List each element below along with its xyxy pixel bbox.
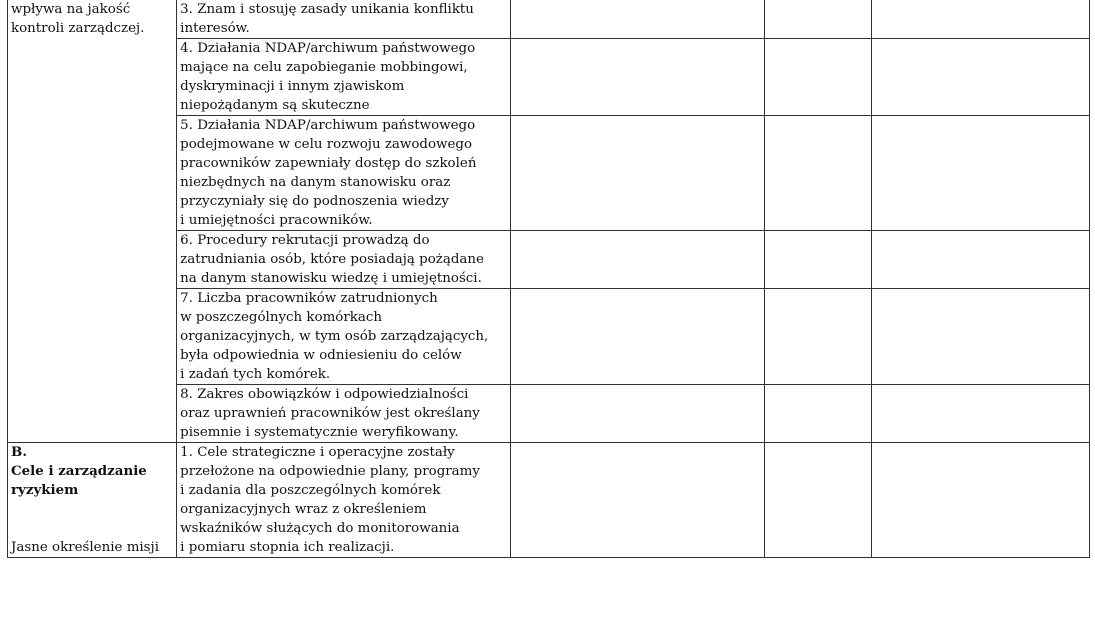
answer-cell[interactable] [871,385,1089,443]
section-b-label-cell [8,443,177,558]
criterion-line: niepożądanym są skuteczne [180,98,370,113]
criterion-line: zatrudniania osób, które posiadają pożądane [180,252,484,267]
answer-cell[interactable] [871,0,1089,39]
answer-cell[interactable] [764,443,871,558]
answer-cell[interactable] [511,116,764,231]
spacer [11,500,173,538]
answer-cell[interactable] [511,443,764,558]
criterion-line: 5. Działania NDAP/archiwum państwowego [180,118,476,133]
criterion-cell [177,39,511,116]
criterion-line: przyczyniały się do podnoszenia wiedzy [180,194,449,209]
criterion-line: pisemnie i systematycznie weryfikowany. [180,425,459,440]
criterion-cell [177,385,511,443]
answer-cell[interactable] [871,116,1089,231]
criterion-line: pracowników zapewniały dostęp do szkoleń [180,156,477,171]
criterion-cell [177,289,511,385]
criterion-line: na danym stanowisku wiedzę i umiejętności. [180,271,482,286]
criterion-cell [177,443,511,558]
criterion-cell [177,0,511,39]
answer-cell[interactable] [764,116,871,231]
section-b-subtitle: Jasne określenie misji [11,540,159,555]
section-a-label-cell [8,0,177,443]
criterion-line: oraz uprawnień pracowników jest określany [180,406,480,421]
assessment-table [7,0,1090,558]
answer-cell[interactable] [871,231,1089,289]
criterion-line: podejmowane w celu rozwoju zawodowego [180,137,473,152]
criterion-line: i pomiaru stopnia ich realizacji. [180,540,395,555]
section-b-title-line: ryzykiem [11,482,79,498]
criterion-line: i zadania dla poszczególnych komórek [180,483,441,498]
section-b-title-line: Cele i zarządzanie [11,463,147,479]
section-b-letter: B. [11,444,27,460]
answer-cell[interactable] [764,0,871,39]
answer-cell[interactable] [511,0,764,39]
criterion-line: w poszczególnych komórkach [180,310,382,325]
answer-cell[interactable] [764,231,871,289]
section-a-line: kontroli zarządczej. [11,21,145,36]
answer-cell[interactable] [871,443,1089,558]
criterion-line: niezbędnych na danym stanowisku oraz [180,175,451,190]
criterion-line: i zadań tych komórek. [180,367,331,382]
criterion-line: organizacyjnych, w tym osób zarządzających, [180,329,489,344]
answer-cell[interactable] [511,231,764,289]
criterion-line: wskaźników służących do monitorowania [180,521,460,536]
criterion-cell [177,116,511,231]
criterion-line: interesów. [180,21,250,36]
answer-cell[interactable] [511,39,764,116]
criterion-line: 1. Cele strategiczne i operacyjne zostały [180,445,455,460]
table-row [8,0,1090,39]
answer-cell[interactable] [764,385,871,443]
criterion-line: przełożone na odpowiednie plany, programy [180,464,480,479]
criterion-line: 7. Liczba pracowników zatrudnionych [180,291,438,306]
answer-cell[interactable] [511,385,764,443]
answer-cell[interactable] [764,289,871,385]
criterion-line: organizacyjnych wraz z określeniem [180,502,427,517]
criterion-line: była odpowiednia w odniesieniu do celów [180,348,462,363]
section-a-line: wpływa na jakość [11,2,131,17]
criterion-line: i umiejętności pracowników. [180,213,373,228]
criterion-cell [177,231,511,289]
answer-cell[interactable] [871,289,1089,385]
criterion-line: 8. Zakres obowiązków i odpowiedzialności [180,387,469,402]
criterion-line: 4. Działania NDAP/archiwum państwowego [180,41,476,56]
criterion-line: mające na celu zapobieganie mobbingowi, [180,60,468,75]
table-row [8,443,1090,558]
criterion-line: dyskryminacji i innym zjawiskom [180,79,405,94]
answer-cell[interactable] [511,289,764,385]
answer-cell[interactable] [764,39,871,116]
answer-cell[interactable] [871,39,1089,116]
criterion-line: 6. Procedury rekrutacji prowadzą do [180,233,430,248]
criterion-line: 3. Znam i stosuję zasady unikania konfliktu [180,2,474,17]
